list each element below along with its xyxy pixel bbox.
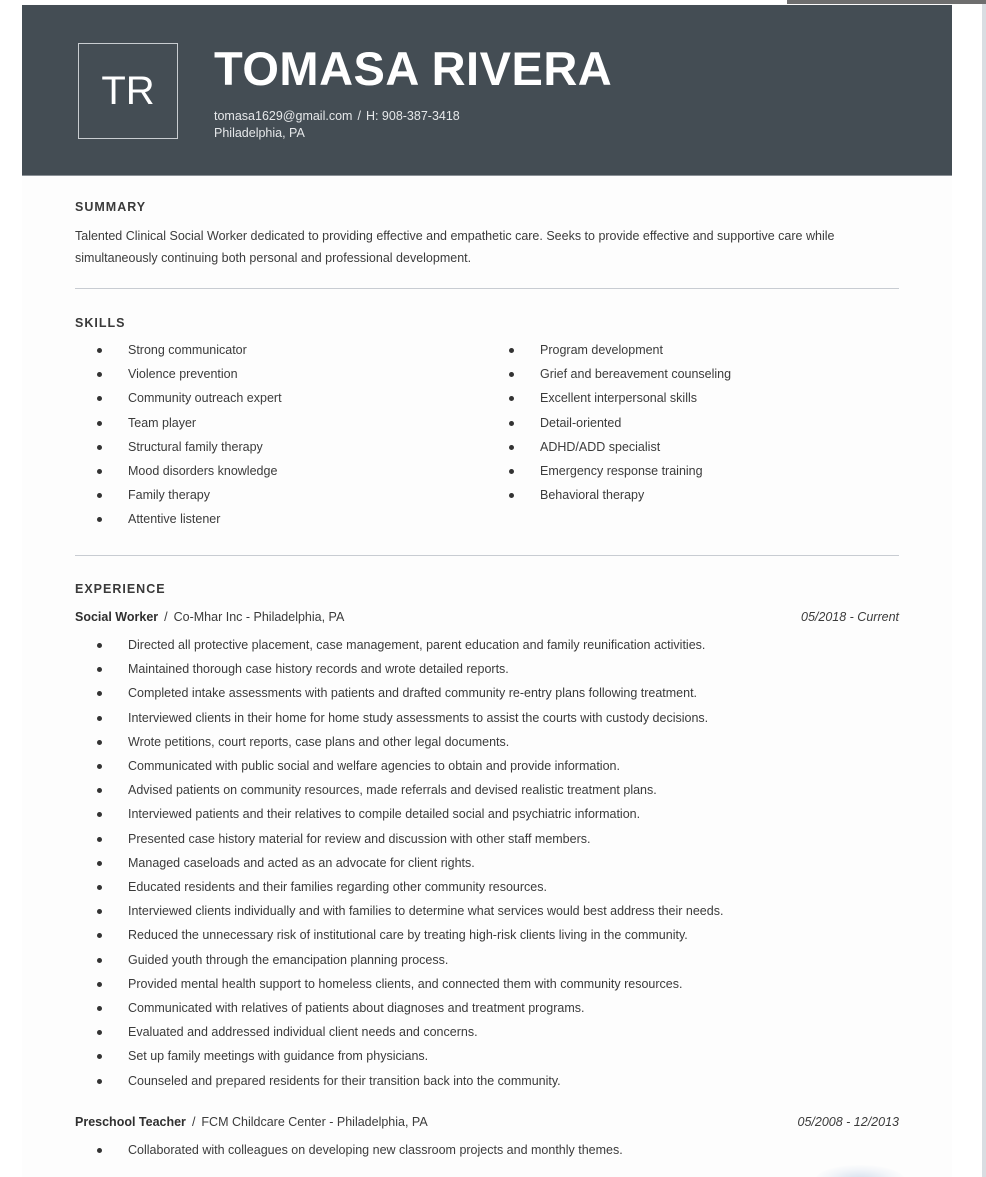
list-item bbox=[75, 459, 282, 483]
list-item bbox=[487, 483, 731, 507]
bullet-icon bbox=[97, 837, 102, 842]
list-item-text: Provided mental health support to homeless clients, and connected them with community resources. bbox=[128, 976, 683, 991]
list-item bbox=[75, 657, 723, 681]
list-item-text: Excellent interpersonal skills bbox=[540, 391, 698, 406]
bullet-icon bbox=[97, 396, 102, 401]
list-item-text: Interviewed clients in their home for home study assessments to assist the courts with custody decisions. bbox=[128, 710, 709, 725]
job-title: Preschool Teacher bbox=[75, 1115, 186, 1129]
list-item bbox=[75, 681, 723, 705]
list-item bbox=[75, 338, 282, 362]
list-item-text: Mood disorders knowledge bbox=[128, 464, 278, 479]
list-item-text: Structural family therapy bbox=[128, 439, 263, 454]
list-item-text: Directed all protective placement, case management, parent education and family reunification activities. bbox=[128, 638, 706, 652]
list-item bbox=[75, 706, 723, 730]
job-separator: / bbox=[164, 610, 168, 624]
bullet-icon bbox=[97, 493, 102, 498]
bullet-icon bbox=[97, 764, 102, 769]
bullet-icon bbox=[97, 1006, 102, 1011]
bullet-icon bbox=[97, 445, 102, 450]
list-item bbox=[487, 386, 731, 410]
bullet-icon bbox=[509, 493, 514, 498]
list-item-text: Communicated with public social and welfare agencies to obtain and provide information. bbox=[128, 759, 620, 774]
list-item bbox=[75, 730, 723, 754]
bullet-icon bbox=[97, 1054, 102, 1059]
list-item-text: Set up family meetings with guidance from physicians. bbox=[128, 1049, 429, 1064]
list-item bbox=[487, 338, 731, 362]
list-item-text: Interviewed patients and their relatives to compile detailed social and psychiatric information. bbox=[128, 807, 641, 822]
list-item-text: Completed intake assessments with patients and drafted community re-entry plans following treatment. bbox=[128, 686, 698, 701]
list-item-text: Behavioral therapy bbox=[540, 488, 645, 503]
bullet-icon bbox=[97, 643, 102, 648]
bullet-icon bbox=[97, 469, 102, 474]
resume-page bbox=[22, 4, 952, 1177]
resume-header bbox=[22, 5, 952, 176]
bullet-icon bbox=[97, 667, 102, 672]
bullet-icon bbox=[97, 1030, 102, 1035]
list-item bbox=[487, 362, 731, 386]
bullet-icon bbox=[97, 421, 102, 426]
location: Philadelphia, PA bbox=[214, 126, 305, 140]
list-item bbox=[487, 411, 731, 435]
job-bullet-list bbox=[75, 1138, 623, 1162]
list-item-text: Grief and bereavement counseling bbox=[540, 367, 732, 382]
list-item-text: Family therapy bbox=[128, 488, 210, 503]
list-item-text: Emergency response training bbox=[540, 464, 703, 479]
bullet-icon bbox=[97, 909, 102, 914]
list-item-text: Maintained thorough case history records and wrote detailed reports. bbox=[128, 662, 509, 677]
bullet-icon bbox=[97, 740, 102, 745]
skills-heading: SKILLS bbox=[75, 316, 126, 330]
bullet-icon bbox=[97, 691, 102, 696]
bullet-icon bbox=[97, 982, 102, 987]
bullet-icon bbox=[509, 348, 514, 353]
bullet-icon bbox=[97, 958, 102, 963]
list-item-text: Presented case history material for review and discussion with other staff members. bbox=[128, 831, 591, 846]
list-item-text: Collaborated with colleagues on developing new classroom projects and monthly themes. bbox=[128, 1143, 623, 1157]
candidate-name: TOMASA RIVERA bbox=[214, 42, 613, 95]
list-item bbox=[75, 1138, 623, 1162]
list-item bbox=[75, 754, 723, 778]
list-item-text: Managed caseloads and acted as an advocate for client rights. bbox=[128, 855, 475, 870]
list-item bbox=[487, 435, 731, 459]
vertical-scrollbar[interactable] bbox=[982, 4, 986, 1177]
list-item bbox=[75, 507, 282, 531]
list-item-text: Guided youth through the emancipation planning process. bbox=[128, 952, 449, 967]
list-item bbox=[75, 386, 282, 410]
job-bullet-list bbox=[75, 633, 723, 1093]
list-item-text: Violence prevention bbox=[128, 367, 238, 382]
list-item bbox=[75, 1069, 723, 1093]
list-item bbox=[75, 778, 723, 802]
bullet-icon bbox=[97, 348, 102, 353]
job-employer: FCM Childcare Center - Philadelphia, PA bbox=[201, 1115, 428, 1129]
list-item bbox=[75, 996, 723, 1020]
skills-list-right bbox=[487, 338, 731, 507]
list-item bbox=[75, 633, 723, 657]
list-item-text: Counseled and prepared residents for their transition back into the community. bbox=[128, 1073, 561, 1088]
bullet-icon bbox=[97, 1079, 102, 1084]
list-item bbox=[75, 948, 723, 972]
list-item-text: Detail-oriented bbox=[540, 415, 622, 430]
bullet-icon bbox=[97, 1148, 102, 1153]
list-item-text: ADHD/ADD specialist bbox=[540, 439, 661, 454]
list-item-text: Program development bbox=[540, 343, 663, 357]
list-item-text: Evaluated and addressed individual client needs and concerns. bbox=[128, 1025, 478, 1040]
email-link[interactable]: tomasa1629@gmail.com bbox=[214, 109, 353, 123]
bullet-icon bbox=[97, 788, 102, 793]
list-item bbox=[75, 411, 282, 435]
contact-line-1 bbox=[214, 108, 460, 125]
contact-separator: / bbox=[357, 109, 361, 123]
list-item-text: Educated residents and their families regarding other community resources. bbox=[128, 880, 547, 895]
list-item-text: Interviewed clients individually and with families to determine what services would best address their needs. bbox=[128, 904, 724, 919]
summary-heading: SUMMARY bbox=[75, 200, 147, 214]
monogram-badge: TR bbox=[78, 43, 178, 139]
bullet-icon bbox=[97, 716, 102, 721]
job-employer: Co-Mhar Inc - Philadelphia, PA bbox=[173, 610, 345, 624]
section-divider bbox=[75, 288, 899, 289]
bullet-icon bbox=[509, 445, 514, 450]
bullet-icon bbox=[509, 396, 514, 401]
list-item-text: Advised patients on community resources, made referrals and devised realistic treatment plans. bbox=[128, 783, 657, 798]
list-item-text: Strong communicator bbox=[128, 343, 247, 357]
bullet-icon bbox=[509, 421, 514, 426]
skills-list-left bbox=[75, 338, 282, 532]
experience-heading: EXPERIENCE bbox=[75, 582, 166, 596]
job-header bbox=[75, 608, 899, 626]
summary-text: Talented Clinical Social Worker dedicated to providing effective and empathetic care. Seeks to provide effective and supportive care while simultaneously continuing both personal and professional development. bbox=[75, 229, 835, 265]
list-item-text: Community outreach expert bbox=[128, 391, 282, 406]
list-item bbox=[75, 483, 282, 507]
bullet-icon bbox=[97, 933, 102, 938]
list-item-text: Attentive listener bbox=[128, 512, 221, 527]
list-item bbox=[75, 362, 282, 386]
list-item-text: Reduced the unnecessary risk of institutional care by treating high-risk clients living in the community. bbox=[128, 928, 688, 943]
bullet-icon bbox=[97, 812, 102, 817]
job-separator: / bbox=[191, 1115, 196, 1129]
list-item bbox=[75, 899, 723, 923]
list-item-text: Team player bbox=[128, 415, 197, 430]
bullet-icon bbox=[509, 372, 514, 377]
job-header bbox=[75, 1113, 899, 1131]
list-item bbox=[75, 802, 723, 826]
list-item bbox=[75, 972, 723, 996]
list-item bbox=[75, 827, 723, 851]
bullet-icon bbox=[509, 469, 514, 474]
section-divider bbox=[75, 555, 899, 556]
contact-info bbox=[214, 108, 460, 142]
job-dates: 05/2018 - Current bbox=[801, 610, 899, 624]
list-item bbox=[487, 459, 731, 483]
list-item bbox=[75, 435, 282, 459]
bullet-icon bbox=[97, 861, 102, 866]
phone-number: H: 908-387-3418 bbox=[365, 109, 460, 123]
bullet-icon bbox=[97, 517, 102, 522]
job-title: Social Worker bbox=[75, 610, 159, 624]
list-item bbox=[75, 1044, 723, 1068]
list-item bbox=[75, 851, 723, 875]
bullet-icon bbox=[97, 372, 102, 377]
list-item bbox=[75, 1020, 723, 1044]
job-dates: 05/2008 - 12/2013 bbox=[797, 1115, 899, 1129]
list-item bbox=[75, 923, 723, 947]
list-item-text: Wrote petitions, court reports, case plans and other legal documents. bbox=[128, 734, 510, 749]
list-item bbox=[75, 875, 723, 899]
list-item-text: Communicated with relatives of patients about diagnoses and treatment programs. bbox=[128, 1001, 585, 1016]
bullet-icon bbox=[97, 885, 102, 890]
